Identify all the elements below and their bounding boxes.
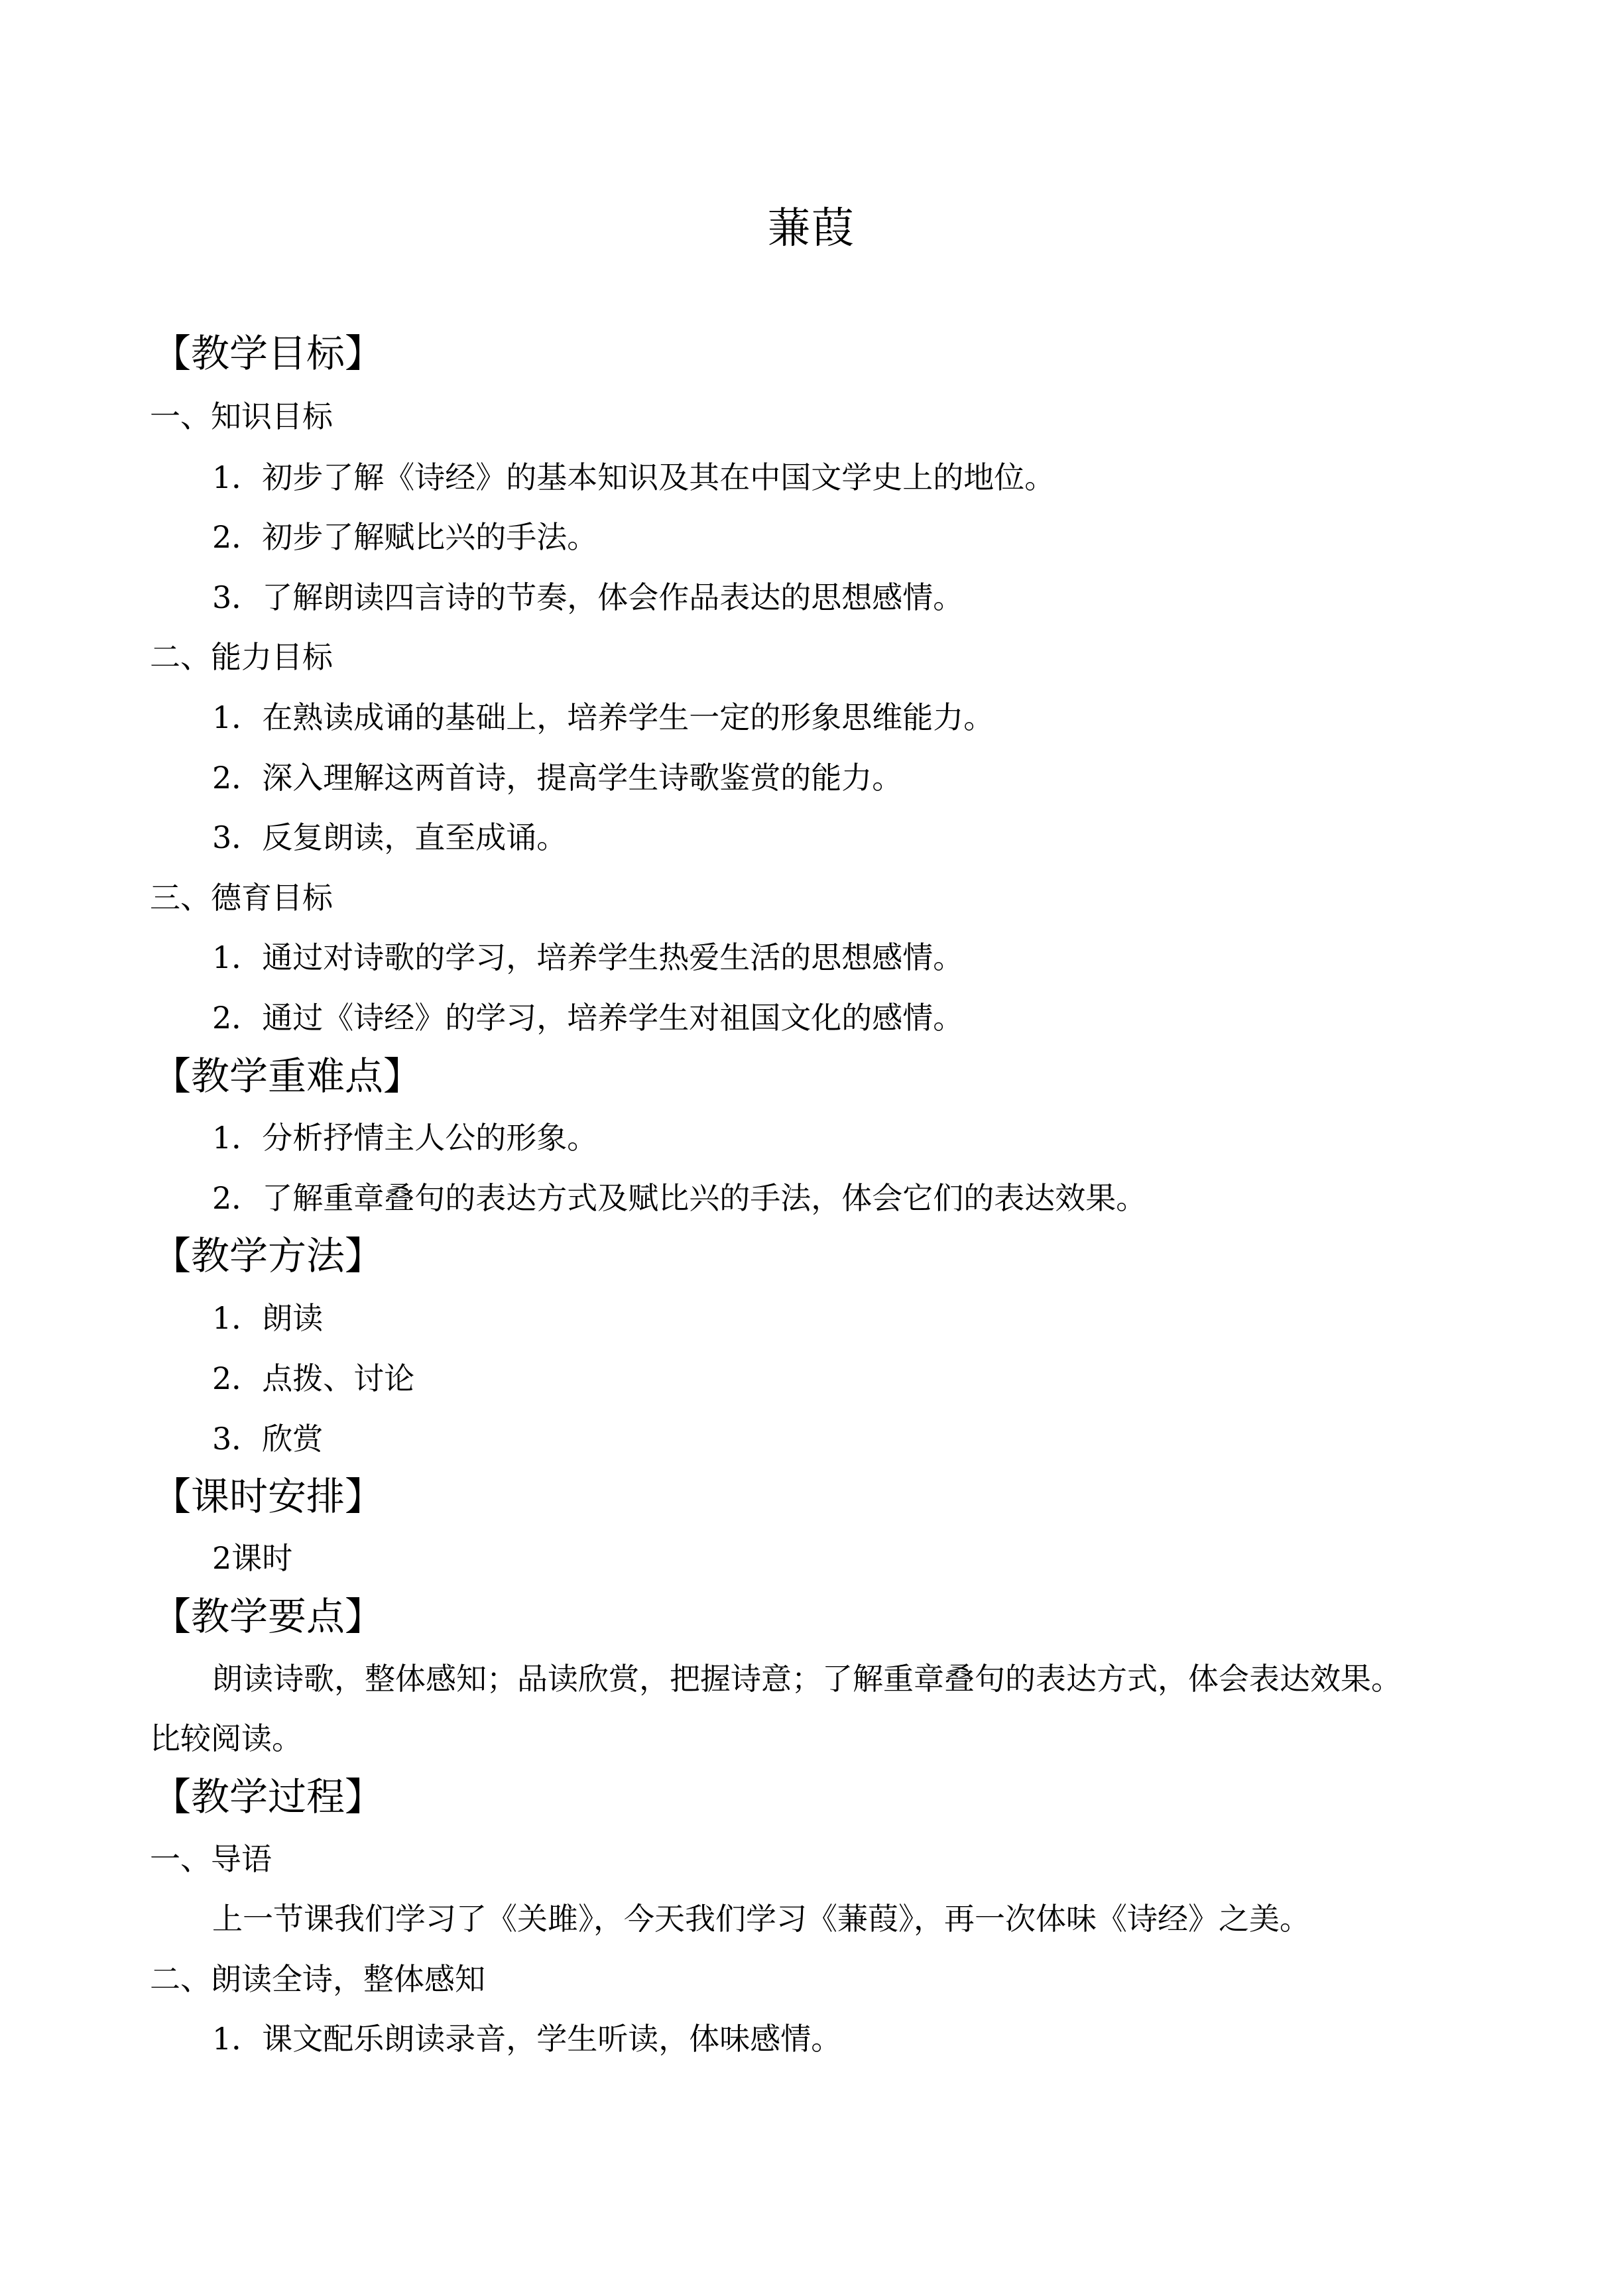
section-header-objectives: 【教学目标】 [152, 331, 384, 376]
section-header-methods: 【教学方法】 [152, 1233, 384, 1278]
list-item: 2．初步了解赋比兴的手法。 [212, 519, 598, 555]
list-item: 2．点拨、讨论 [212, 1360, 415, 1396]
section-header-schedule: 【课时安排】 [152, 1474, 384, 1519]
intro-paragraph: 上一节课我们学习了《关雎》，今天我们学习《蒹葭》，再一次体味《诗经》之美。 [212, 1901, 1310, 1937]
list-item: 1．通过对诗歌的学习，培养学生热爱生活的思想感情。 [212, 939, 964, 975]
list-item: 1．初步了解《诗经》的基本知识及其在中国文学史上的地位。 [212, 459, 1055, 495]
list-item: 2．深入理解这两首诗，提高学生诗歌鉴赏的能力。 [212, 760, 903, 796]
subheading-knowledge: 一、知识目标 [150, 398, 333, 434]
list-item: 1．朗读 [212, 1300, 324, 1336]
list-item: 1．分析抒情主人公的形象。 [212, 1120, 598, 1156]
list-item: 3．反复朗读，直至成诵。 [212, 819, 568, 855]
list-item: 1．课文配乐朗读录音，学生听读，体味感情。 [212, 2021, 842, 2057]
section-header-process: 【教学过程】 [152, 1774, 384, 1819]
subheading-ability: 二、能力目标 [150, 639, 333, 675]
essentials-paragraph-line1: 朗读诗歌，整体感知；品读欣赏，把握诗意；了解重章叠句的表达方式，体会表达效果。 [212, 1661, 1402, 1697]
subheading-reading: 二、朗读全诗，整体感知 [150, 1961, 485, 1997]
section-header-key-points: 【教学重难点】 [152, 1054, 422, 1099]
list-item: 3．了解朗读四言诗的节奏，体会作品表达的思想感情。 [212, 579, 964, 615]
subheading-moral: 三、德育目标 [150, 880, 333, 916]
subheading-intro: 一、导语 [150, 1841, 272, 1877]
list-item: 2．了解重章叠句的表达方式及赋比兴的手法，体会它们的表达效果。 [212, 1180, 1147, 1216]
document-title: 蒹葭 [768, 204, 855, 253]
section-header-essentials: 【教学要点】 [152, 1594, 384, 1639]
schedule-text: 2课时 [212, 1540, 293, 1576]
essentials-paragraph-line2: 比较阅读。 [150, 1721, 302, 1756]
list-item: 3．欣赏 [212, 1421, 324, 1457]
list-item: 1．在熟读成诵的基础上，培养学生一定的形象思维能力。 [212, 699, 994, 735]
list-item: 2．通过《诗经》的学习，培养学生对祖国文化的感情。 [212, 1000, 964, 1036]
